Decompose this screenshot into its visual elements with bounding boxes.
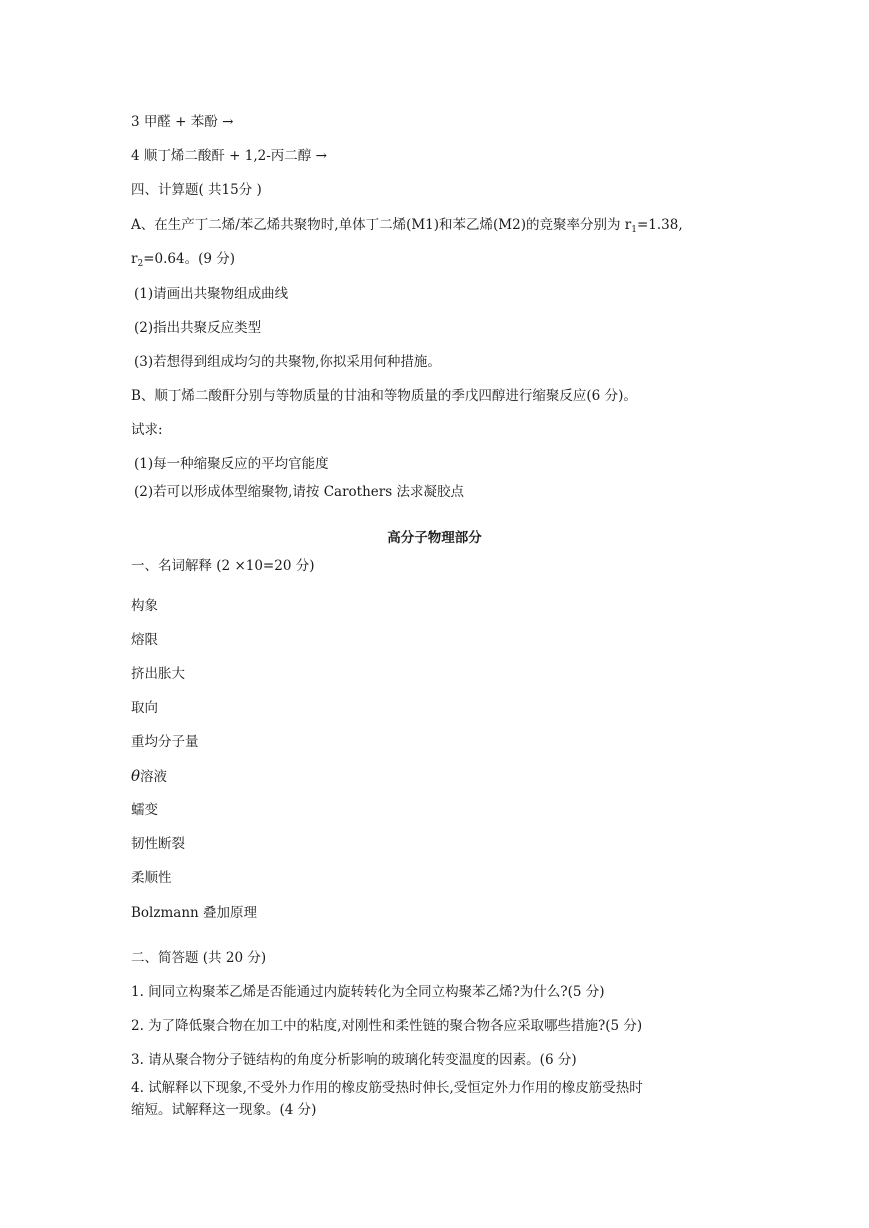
term: 构象 bbox=[131, 598, 158, 614]
short-question-3: 3. 请从聚合物分子链结构的角度分析影响的玻璃化转变温度的因素。(6 分) bbox=[131, 1052, 577, 1068]
short-question-1: 1. 间同立构聚苯乙烯是否能通过内旋转转化为全同立构聚苯乙烯?为什么?(5 分) bbox=[131, 984, 605, 1000]
term: 蠕变 bbox=[131, 802, 158, 818]
section-4-title: 四、计算题( 共15分 ) bbox=[131, 182, 262, 198]
term: 熔限 bbox=[131, 632, 158, 648]
question-a-line-1 bbox=[131, 215, 683, 240]
subscript-2: 2 bbox=[137, 259, 144, 269]
term: 取向 bbox=[131, 700, 158, 716]
term: 韧性断裂 bbox=[131, 836, 185, 852]
question-a-line-2 bbox=[131, 249, 235, 274]
reaction-3: 3 甲醛 + 苯酚 → bbox=[131, 114, 234, 130]
reaction-4: 4 顺丁烯二酸酐 + 1,2-丙二醇 → bbox=[131, 148, 327, 164]
short-question-4-line-1: 4. 试解释以下现象,不受外力作用的橡皮筋受热时伸长,受恒定外力作用的橡皮筋受热时 bbox=[131, 1080, 643, 1096]
theta-symbol: θ bbox=[131, 767, 141, 785]
question-a-2: (2)指出共聚反应类型 bbox=[134, 320, 262, 336]
term-theta-solution bbox=[131, 766, 167, 787]
term: 柔顺性 bbox=[131, 870, 172, 886]
term: 重均分子量 bbox=[131, 734, 199, 750]
short-question-2: 2. 为了降低聚合物在加工中的粘度,对刚性和柔性链的聚合物各应采取哪些措施?(5 分) bbox=[131, 1018, 643, 1034]
question-a-r2-value: =0.64。(9 分) bbox=[143, 251, 235, 267]
question-b-1: (1)每一种缩聚反应的平均官能度 bbox=[134, 456, 329, 472]
question-b-ask: 试求: bbox=[131, 422, 163, 438]
r2-symbol: r bbox=[131, 251, 138, 267]
section-2-title: 二、简答题 (共 20 分) bbox=[131, 950, 267, 966]
physics-heading: 高分子物理部分 bbox=[387, 530, 482, 546]
term: 挤出胀大 bbox=[131, 666, 185, 682]
question-b-2: (2)若可以形成体型缩聚物,请按 Carothers 法求凝胶点 bbox=[134, 484, 464, 500]
question-b: B、顺丁烯二酸酐分别与等物质量的甘油和等物质量的季戊四醇进行缩聚反应(6 分)。 bbox=[131, 388, 637, 404]
short-question-4-line-2: 缩短。试解释这一现象。(4 分) bbox=[131, 1102, 317, 1118]
section-1-title: 一、名词解释 (2 ×10=20 分) bbox=[131, 558, 315, 574]
theta-term-text: 溶液 bbox=[140, 769, 168, 785]
subscript-1: 1 bbox=[631, 225, 637, 235]
question-a-3: (3)若想得到组成均匀的共聚物,你拟采用何种措施。 bbox=[134, 354, 441, 370]
question-a-1: (1)请画出共聚物组成曲线 bbox=[134, 286, 289, 302]
term: Bolzmann 叠加原理 bbox=[131, 905, 258, 921]
question-a-r1-value: =1.38, bbox=[636, 217, 683, 233]
question-a-text: A、在生产丁二烯/苯乙烯共聚物时,单体丁二烯(M1)和苯乙烯(M2)的竞聚率分别为 r bbox=[131, 217, 632, 233]
